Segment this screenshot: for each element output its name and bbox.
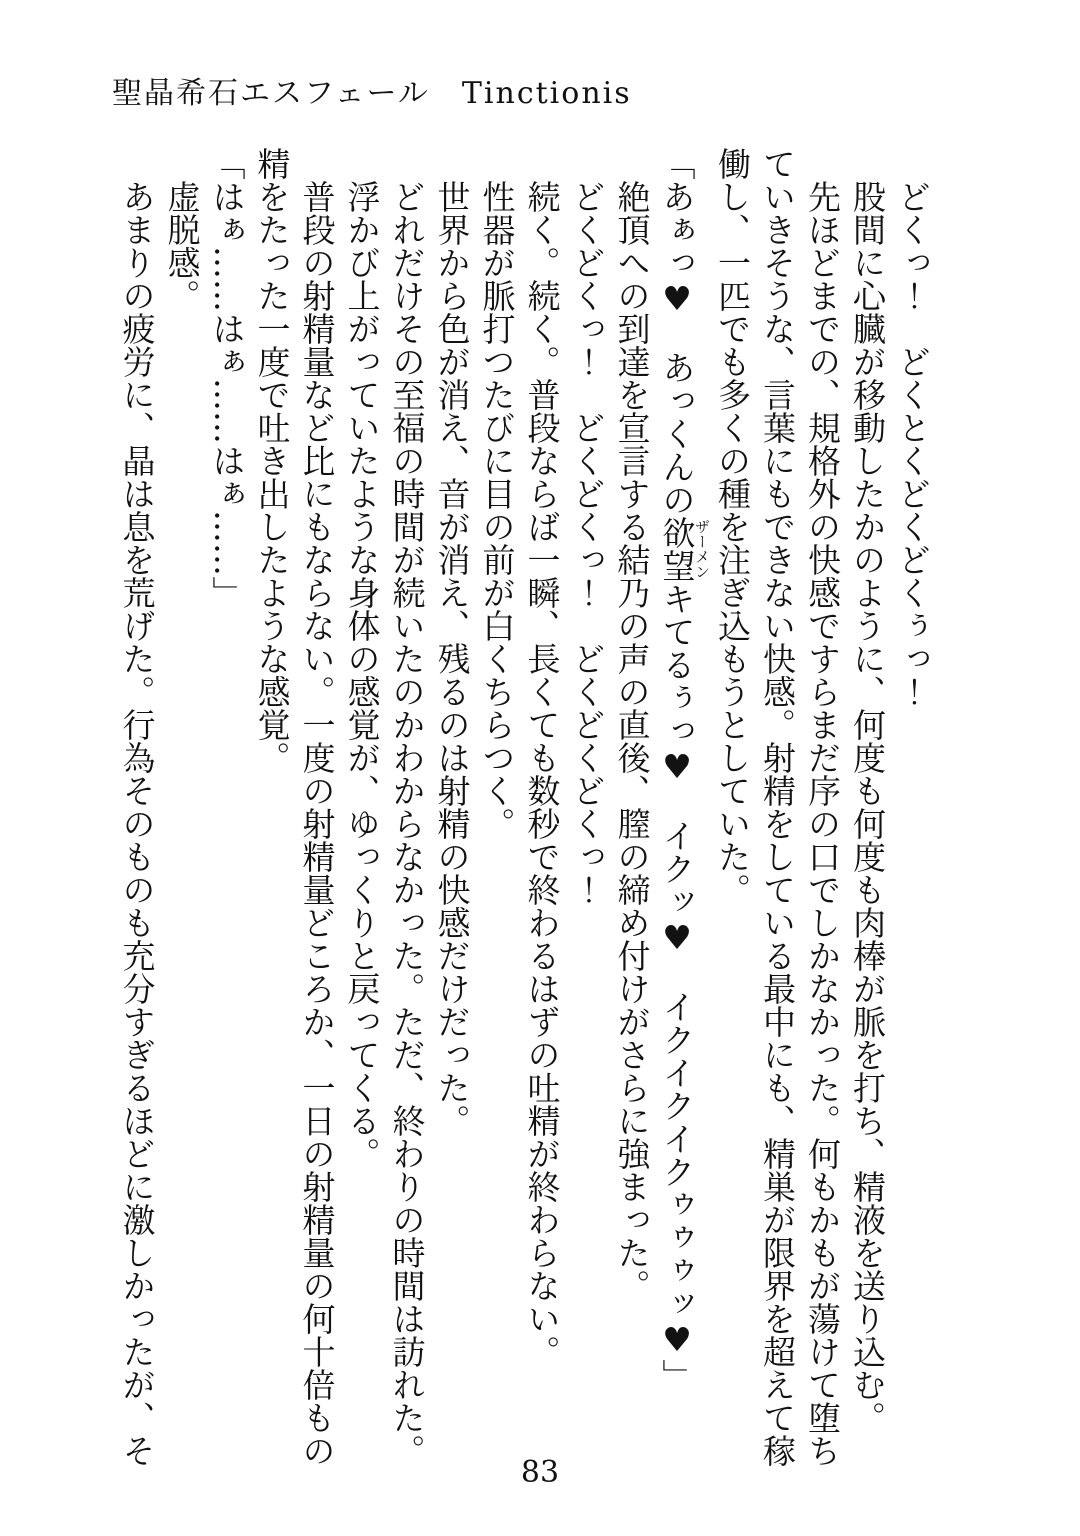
text-column: 「はぁ……はぁ……はぁ……」: [207, 147, 247, 609]
text-column: 虚脱感。: [162, 180, 202, 312]
text-column: 働し、一匹でも多くの種を注ぎ込もうとしていた。: [713, 147, 752, 906]
ruby-annotation: [657, 516, 711, 582]
text-column: あまりの疲労に、晶は息を荒げた。行為そのものも充分すぎるほどに激しかったが、そ: [117, 180, 157, 1467]
text-column: 浮かび上がっていたような身体の感覚が、ゆっくりと戻ってくる。: [342, 180, 382, 1170]
ruby-text: ザーメン: [693, 516, 711, 582]
text-run: キてるぅっ♥ イクッ♥ イクイクイクゥゥゥッ♥」: [657, 582, 697, 1392]
text-column: ていきそうな、言葉にもできない快感。射精をしている最中にも、精巣が限界を超えて稼: [758, 147, 797, 1467]
text-column: 股間に心臓が移動したかのように、何度も何度も肉棒が脈を打ち、精液を送り込む。: [848, 180, 887, 1434]
page-header-title: 聖晶希石エスフェール Tinctionis: [112, 76, 632, 111]
text-column: どくっ！ どくとくどくどくぅっ！: [893, 180, 932, 708]
page-number: 83: [520, 1455, 560, 1490]
text-column: 絶頂への到達を宣言する結乃の声の直後、膣の締め付けがさらに強まった。: [612, 180, 652, 1302]
text-column: どれだけその至福の時間が続いたのかわからなかった。ただ、終わりの時間は訪れた。: [387, 180, 427, 1467]
text-column: 普段の射精量など比にもならない。一度の射精量どころか、一日の射精量の何十倍もの: [297, 180, 337, 1467]
text-area: [115, 147, 936, 1482]
text-column: [655, 147, 711, 1482]
text-column: どくどくっ！ どくどくっ！ どくどくどくっ！: [567, 180, 607, 906]
ruby-base: 欲望: [657, 516, 697, 582]
text-column: 精をたった一度で吐き出したような感覚。: [252, 147, 292, 774]
text-column: 世界から色が消え、音が消え、残るのは射精の快感だけだった。: [432, 180, 472, 1137]
text-column: 続く。続く。普段ならば一瞬、長くても数秒で終わるはずの吐精が終わらない。: [522, 180, 562, 1368]
text-column: 先ほどまでの、規格外の快感ですらまだ序の口でしかなかった。何もかもが蕩けて堕ち: [803, 180, 842, 1467]
text-run: 「あぁっ♥ あっくんの: [657, 147, 697, 516]
text-column: 性器が脈打つたびに目の前が白くちらつく。: [477, 180, 517, 840]
